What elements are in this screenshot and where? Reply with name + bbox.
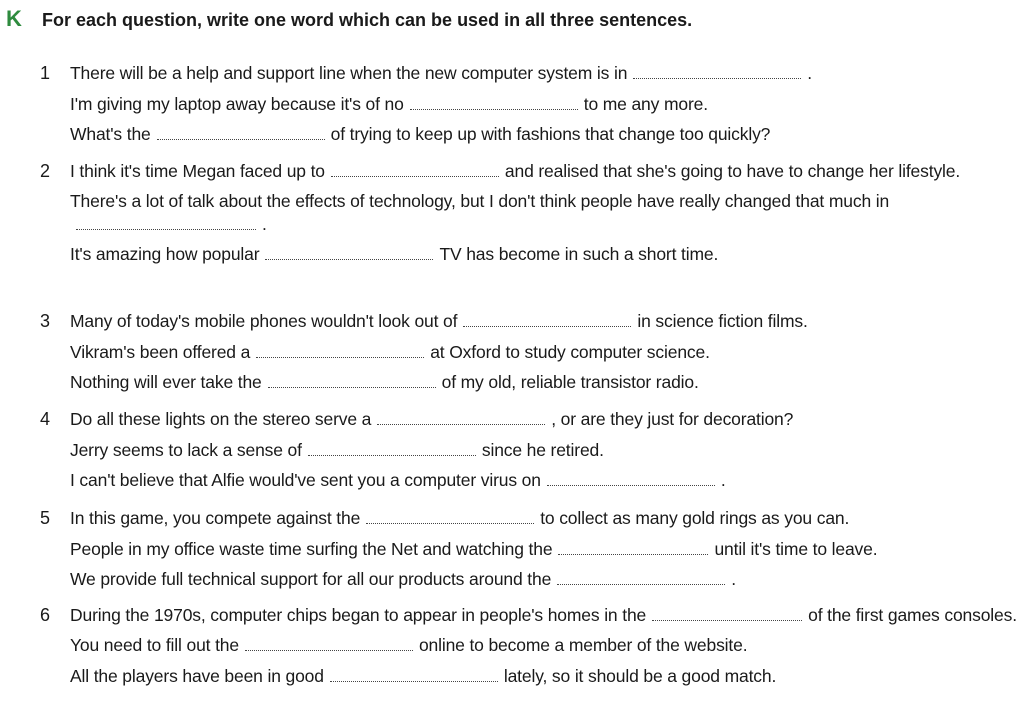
question-4 (40, 404, 1018, 496)
answer-blank[interactable] (410, 97, 578, 110)
sentence: There will be a help and support line when the new computer system is in . (70, 63, 812, 83)
sentence: During the 1970s, computer chips began to appear in people's homes in the of the first games consoles. (70, 605, 1017, 625)
answer-blank[interactable] (330, 669, 498, 682)
answer-blank[interactable] (245, 638, 413, 651)
answer-blank[interactable] (256, 345, 424, 358)
answer-blank[interactable] (652, 608, 802, 621)
answer-blank[interactable] (557, 572, 725, 585)
answer-blank[interactable] (157, 127, 325, 140)
sentence: It's amazing how popular TV has become in such a short time. (70, 244, 719, 264)
sentence: Many of today's mobile phones wouldn't look out of in science fiction films. (70, 311, 808, 331)
exercise-header (6, 6, 692, 32)
answer-blank[interactable] (331, 164, 499, 177)
sentence: I can't believe that Alfie would've sent you a computer virus on . (70, 470, 726, 490)
sentence: Vikram's been offered a at Oxford to study computer science. (70, 341, 710, 362)
question-number: 5 (40, 508, 51, 528)
exercise-instruction: For each question, write one word which can be used in all three sentences. (42, 10, 693, 30)
sentence: There's a lot of talk about the effects of technology, but I don't think people have really changed that much in. (70, 191, 890, 234)
answer-blank[interactable] (633, 66, 801, 79)
question-number: 4 (40, 409, 51, 429)
question-number: 6 (40, 605, 51, 625)
question-1 (40, 58, 1018, 150)
sentence: What's the of trying to keep up with fashions that change too quickly? (70, 124, 771, 144)
answer-blank[interactable] (377, 412, 545, 425)
sentence: All the players have been in good lately, so it should be a good match. (70, 665, 777, 686)
sentence: Do all these lights on the stereo serve a , or are they just for decoration? (70, 409, 794, 429)
answer-blank[interactable] (547, 473, 715, 486)
question-number: 1 (40, 63, 51, 83)
answer-blank[interactable] (265, 247, 433, 260)
sentence: We provide full technical support for all our products around the . (70, 569, 736, 589)
sentence: In this game, you compete against the to collect as many gold rings as you can. (70, 508, 850, 528)
answer-blank[interactable] (463, 314, 631, 327)
question-6 (40, 600, 1018, 691)
sentence: I'm giving my laptop away because it's of no to me any more. (70, 93, 708, 114)
answer-blank[interactable] (308, 443, 476, 456)
answer-blank[interactable] (76, 217, 256, 230)
sentence: Nothing will ever take the of my old, reliable transistor radio. (70, 372, 699, 392)
answer-blank[interactable] (366, 511, 534, 524)
question-number: 2 (40, 161, 51, 181)
sentence: You need to fill out the online to become a member of the website. (70, 635, 748, 655)
sentence: I think it's time Megan faced up to and realised that she's going to have to change her lifestyle. (70, 161, 961, 181)
question-5 (40, 503, 1018, 595)
answer-blank[interactable] (268, 375, 436, 388)
exercise-label: K (6, 6, 22, 31)
sentence: People in my office waste time surfing the Net and watching the until it's time to leave. (70, 538, 878, 559)
question-2 (40, 156, 1018, 270)
sentence: Jerry seems to lack a sense of since he retired. (70, 439, 604, 460)
answer-blank[interactable] (558, 542, 708, 555)
question-number: 3 (40, 311, 51, 331)
question-3 (40, 306, 1018, 398)
